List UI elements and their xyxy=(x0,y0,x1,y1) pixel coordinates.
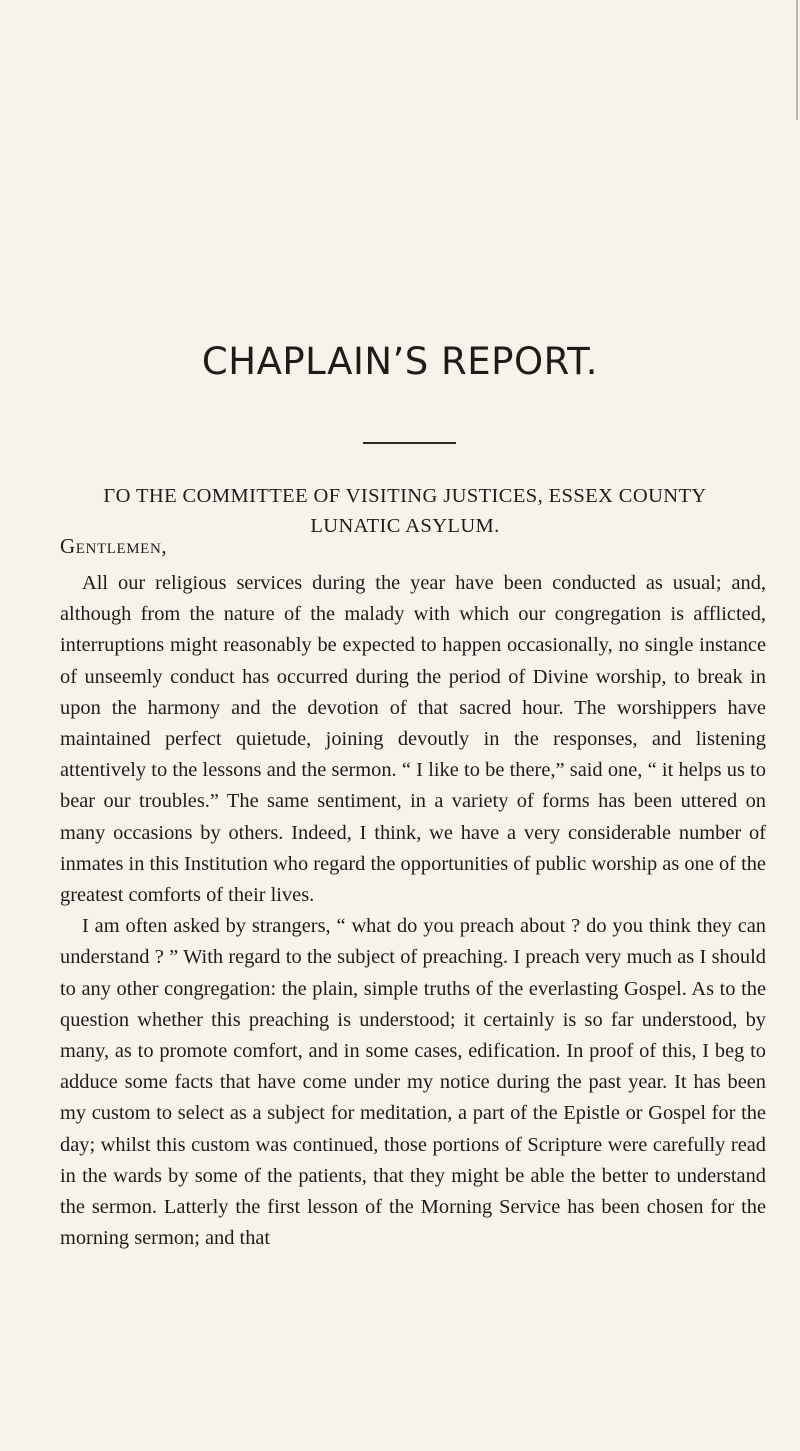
paragraph-1: All our religious services during the year have been conducted as usual; and, although from the nature of the malady with which our congregation is afflicted, interruptions might reasonably be expected to happen occasionally, no single instance of unseemly conduct has occurred during the period of Divine worship, to break in upon the harmony and the devotion of that sacred hour. The worshippers have maintained perfect quietude, joining devoutly in the responses, and listening attentively to the lessons and the sermon. “ I like to be there,” said one, “ it helps us to bear our troubles.” The same sentiment, in a variety of forms has been uttered on many occasions by others. Indeed, I think, we have a very considerable number of inmates in this Institution who regard the opportunities of public worship as one of the greatest comforts of their lives. xyxy=(60,572,766,907)
address-heading: ΓO THE COMMITTEE OF VISITING JUSTICES, ESSEX COUNTY LUNATIC ASYLUM. xyxy=(103,485,707,537)
paragraph-2: I am often asked by strangers, “ what do you preach about ? do you think they can understand ? ” With regard to the subject of preaching. I preach very much as I should to any other congregation: the plain, simple truths of the everlasting Gospel. As to the question whether this preaching is understood; it certainly is so far understood, by many, as to promote comfort, and in some cases, edification. In proof of this, I beg to adduce some facts that have come under my notice during the past year. It has been my custom to select as a subject for meditation, a part of the Epistle or Gospel for the day; whilst this custom was continued, those portions of Scripture were carefully read in the wards by some of the patients, that they might be able the better to understand the sermon. Latterly the first lesson of the Morning Service has been chosen for the morning sermon; and that xyxy=(60,915,766,1250)
report-title: CHAPLAIN’S REPORT. xyxy=(201,340,599,383)
salutation: Gentlemen, xyxy=(60,534,168,558)
page-edge-mark xyxy=(796,0,798,120)
title-rule xyxy=(363,442,456,444)
report-body xyxy=(60,568,766,1254)
